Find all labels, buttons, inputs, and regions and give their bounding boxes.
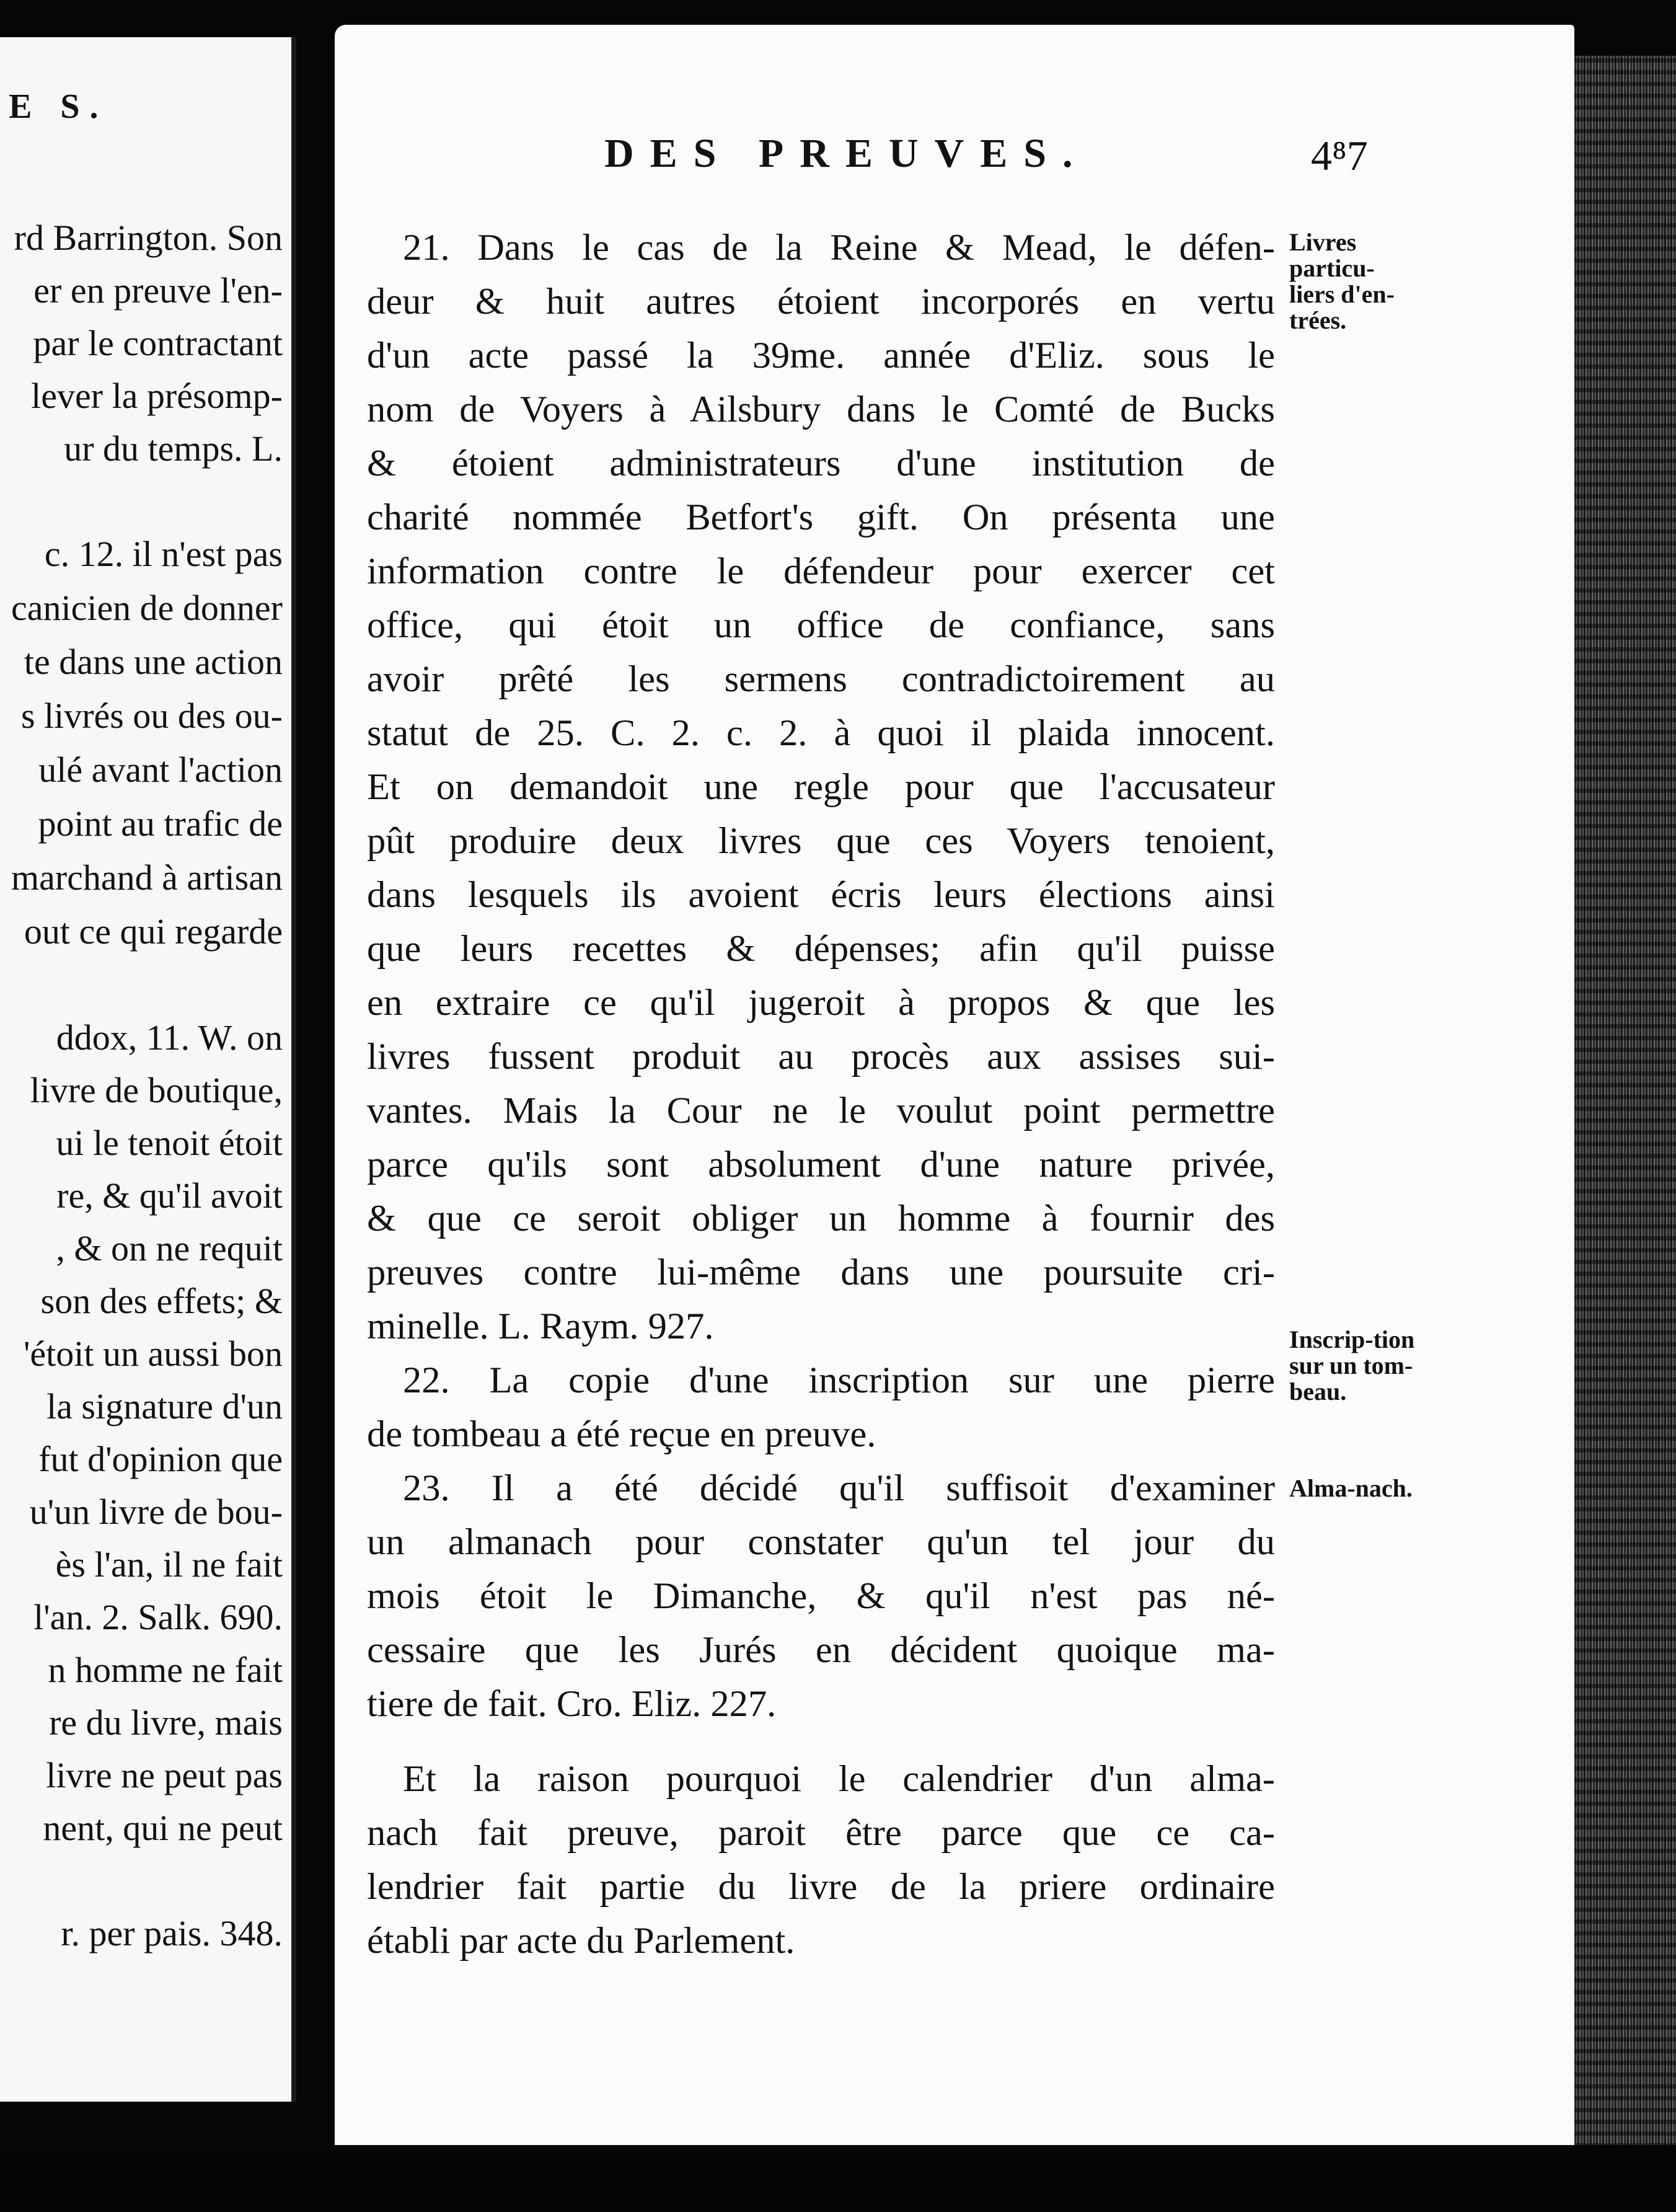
left-line: s livrés ou des ou- [20,696,283,736]
body-line: information contre le défendeur pour exercer cet [367,551,1275,592]
left-line: ulé avant l'action [38,750,283,790]
left-line: re du livre, mais [49,1702,283,1743]
body-line: de tombeau a été reçue en preuve. [367,1413,876,1455]
body-line: & que ce seroit obliger un homme à fournir des [367,1198,1275,1239]
left-line: r. per pais. 348. [61,1913,283,1953]
body-line: en extraire ce qu'il jugeroit à propos & que les [367,982,1275,1024]
body-line: deur & huit autres étoient incorporés en vertu [367,281,1275,322]
left-line: fut d'opinion que [38,1439,283,1479]
body-line: cessaire que les Jurés en décident quoique ma- [367,1629,1275,1671]
left-facing-page [0,37,296,2102]
left-line: ui le tenoit étoit [56,1123,283,1163]
left-line: livre ne peut pas [46,1755,283,1795]
body-line: preuves contre lui-même dans une poursuite cri- [367,1252,1275,1293]
sidenote-livres: Livres particu-liers d'en-trées. [1289,228,1395,334]
left-line: point au trafic de [38,803,283,844]
left-line: c. 12. il n'est pas [44,534,283,574]
left-line: l'an. 2. Salk. 690. [33,1597,283,1637]
left-line: son des effets; & [40,1281,283,1321]
body-line: que leurs recettes & dépenses; afin qu'il puisse [367,928,1275,970]
page-number: 4⁸7 [1311,132,1368,179]
body-line: nom de Voyers à Ailsbury dans le Comté de Bucks [367,389,1275,430]
left-line: nent, qui ne peut [43,1808,283,1848]
body-line: un almanach pour constater qu'un tel jour du [367,1521,1275,1563]
body-line: office, qui étoit un office de confiance, sans [367,604,1275,646]
left-line: out ce qui regarde [24,911,283,952]
body-line: 22. La copie d'une inscription sur une pierre [403,1360,1275,1401]
left-line: la signature d'un [46,1386,283,1427]
body-line: 21. Dans le cas de la Reine & Mead, le défen- [403,227,1275,268]
body-line: Et la raison pourquoi le calendrier d'un alma- [403,1758,1275,1800]
left-line: te dans une action [24,642,283,682]
sidenote-almanach: Alma-nach. [1289,1474,1413,1502]
body-line: lendrier fait partie du livre de la priere ordinaire [367,1866,1275,1908]
left-line: n homme ne fait [48,1650,283,1690]
body-line: vantes. Mais la Cour ne le voulut point permettre [367,1090,1275,1131]
left-line: , & on ne requit [56,1228,283,1268]
body-line: 23. Il a été décidé qu'il suffisoit d'examiner [403,1467,1275,1509]
body-line: avoir prêté les sermens contradictoirement au [367,658,1275,700]
left-line: ur du temps. L. [64,428,283,469]
main-page [335,25,1574,2145]
scan-bottom-margin [0,2145,1676,2212]
left-line: ès l'an, il ne fait [55,1544,283,1585]
left-line: rd Barrington. Son [14,218,283,258]
body-line: livres fussent produit au procès aux assises sui- [367,1036,1275,1077]
body-line: parce qu'ils sont absolument d'une nature privée, [367,1144,1275,1185]
left-line: livre de boutique, [30,1070,283,1110]
left-line: par le contractant [33,323,283,363]
body-line: statut de 25. C. 2. c. 2. à quoi il plaida innocent. [367,712,1275,754]
left-line: u'un livre de bou- [29,1492,283,1532]
left-running-head: E S. [9,87,108,126]
body-line: minelle. L. Raym. 927. [367,1306,714,1347]
body-line: mois étoit le Dimanche, & qu'il n'est pas né- [367,1575,1275,1617]
left-line: 'étoit un aussi bon [23,1334,283,1374]
left-line: er en preuve l'en- [33,270,283,311]
body-line: nach fait preuve, paroit être parce que ce ca- [367,1812,1275,1854]
running-head: DES PREUVES. [604,131,1089,176]
body-line: charité nommée Betfort's gift. On présenta une [367,497,1275,538]
body-line: établi par acte du Parlement. [367,1920,795,1962]
body-line: d'un acte passé la 39me. année d'Eliz. sous le [367,335,1275,376]
left-line: lever la présomp- [31,376,283,416]
body-line: Et on demandoit une regle pour que l'accusateur [367,766,1275,808]
left-line: marchand à artisan [11,857,283,898]
left-line: ddox, 11. W. on [56,1017,283,1058]
body-line: tiere de fait. Cro. Eliz. 227. [367,1683,777,1725]
body-line: dans lesquels ils avoient écris leurs élections ainsi [367,874,1275,916]
body-line: pût produire deux livres que ces Voyers tenoient, [367,820,1275,862]
left-line: re, & qu'il avoit [56,1175,283,1216]
book-fore-edge-shade [1574,56,1676,2195]
body-line: & étoient administrateurs d'une institution de [367,443,1275,484]
sidenote-inscription: Inscrip-tion sur un tom-beau. [1289,1325,1415,1405]
left-line: canicien de donner [11,588,283,628]
